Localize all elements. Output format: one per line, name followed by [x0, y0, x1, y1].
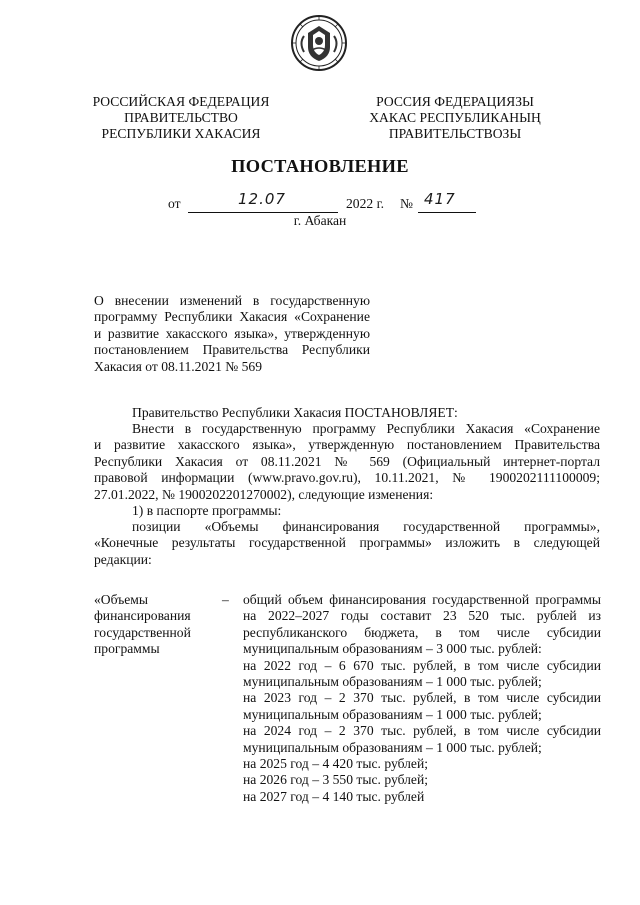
subject-line: постановлением Правительства Республики	[94, 342, 370, 358]
paragraph-line: и развитие хакасского языка», утвержденную постановлением Правительства	[94, 437, 600, 453]
table-right-line: на 2024 год – 2 370 тыс. рублей, в том числе субсидии	[243, 723, 601, 739]
table-right-line: на 2022–2027 годы составит 23 520 тыс. рублей из	[243, 608, 601, 624]
header-left-line: ПРАВИТЕЛЬСТВО	[124, 110, 238, 125]
table-dash: –	[222, 592, 229, 607]
header-right-block	[366, 94, 544, 142]
paragraph-line: позиции «Объемы финансирования государственной программы»,	[132, 519, 600, 534]
table-right-line: муниципальным образованиям – 1 000 тыс. рублей;	[243, 739, 542, 755]
paragraph-line: «Конечные результаты государственной программы» изложить в следующей	[94, 535, 600, 551]
paragraph-line: Внести в государственную программу Республики Хакасия «Сохранение	[132, 421, 600, 436]
table-position-label	[94, 592, 214, 658]
table-right-line: муниципальным образованиям – 3 000 тыс. рублей:	[243, 641, 542, 657]
header-right-line: ПРАВИТЕЛЬСТВОЗЫ	[388, 126, 522, 141]
table-right-line: муниципальным образованиям – 1 000 тыс. рублей;	[243, 706, 542, 722]
table-left-line: финансирования	[94, 608, 191, 624]
table-right-line: на 2027 год – 4 140 тыс. рублей	[243, 788, 425, 804]
table-right-line: на 2022 год – 6 670 тыс. рублей, в том числе субсидии	[243, 657, 601, 673]
subject-line: О внесении изменений в государственную	[94, 293, 370, 308]
year-label: 2022 г.	[346, 196, 385, 211]
header-left-line: РЕСПУБЛИКИ ХАКАСИЯ	[101, 126, 261, 141]
number-label: №	[400, 196, 413, 211]
decree-line: Правительство Республики Хакасия ПОСТАНОВЛЯЕТ:	[132, 405, 458, 420]
date-from-label: от	[168, 196, 181, 211]
header-right-line: ХАКАС РЕСПУБЛИКАНЫҢ	[369, 110, 541, 125]
subject-line: и развитие хакасского языка», утвержденную	[94, 325, 370, 341]
paragraph-1	[94, 421, 600, 503]
subject-line: программу Республики Хакасия «Сохранение	[94, 309, 370, 325]
paragraph-2	[94, 519, 600, 568]
paragraph-line: 27.01.2022, № 1900202201270002), следующие изменения:	[94, 486, 434, 502]
document-title: ПОСТАНОВЛЕНИЕ	[231, 156, 409, 176]
paragraph-line: Республики Хакасия от 08.11.2021 № 569 (Официальный интернет-портал	[94, 453, 600, 469]
table-right-line: на 2026 год – 3 550 тыс. рублей;	[243, 772, 429, 788]
subject-line: Хакасия от 08.11.2021 № 569	[94, 358, 263, 374]
coat-of-arms-emblem	[290, 14, 348, 72]
table-left-line: «Объемы	[94, 592, 148, 607]
subject-block	[94, 293, 370, 375]
city-label: г. Абакан	[293, 213, 347, 228]
paragraph-line: правовой информации (www.pravo.gov.ru), 10.11.2021, № 1900202111100009;	[94, 470, 600, 486]
header-left-block	[86, 94, 276, 142]
item-line: 1) в паспорте программы:	[132, 503, 282, 518]
date-handwritten: 12.07	[238, 190, 286, 208]
coat-of-arms-icon	[290, 14, 348, 72]
table-left-line: программы	[94, 641, 160, 657]
table-right-line: на 2023 год – 2 370 тыс. рублей, в том числе субсидии	[243, 690, 601, 706]
table-right-line: муниципальным образованиям – 1 000 тыс. рублей;	[243, 674, 542, 690]
decree-paragraph	[94, 405, 600, 421]
header-left-line: РОССИЙСКАЯ ФЕДЕРАЦИЯ	[92, 94, 270, 109]
table-left-line: государственной	[94, 624, 191, 640]
table-right-line: на 2025 год – 4 420 тыс. рублей;	[243, 756, 429, 772]
item-1	[94, 503, 600, 519]
number-handwritten: 417	[424, 190, 456, 208]
paragraph-line: редакции:	[94, 551, 152, 567]
header-right-line: РОССИЯ ФЕДЕРАЦИЯЗЫ	[376, 94, 534, 109]
table-right-line: общий объем финансирования государственной программы	[243, 592, 601, 607]
table-position-value	[243, 592, 601, 805]
table-right-line: республиканского бюджета, в том числе субсидии	[243, 624, 601, 640]
